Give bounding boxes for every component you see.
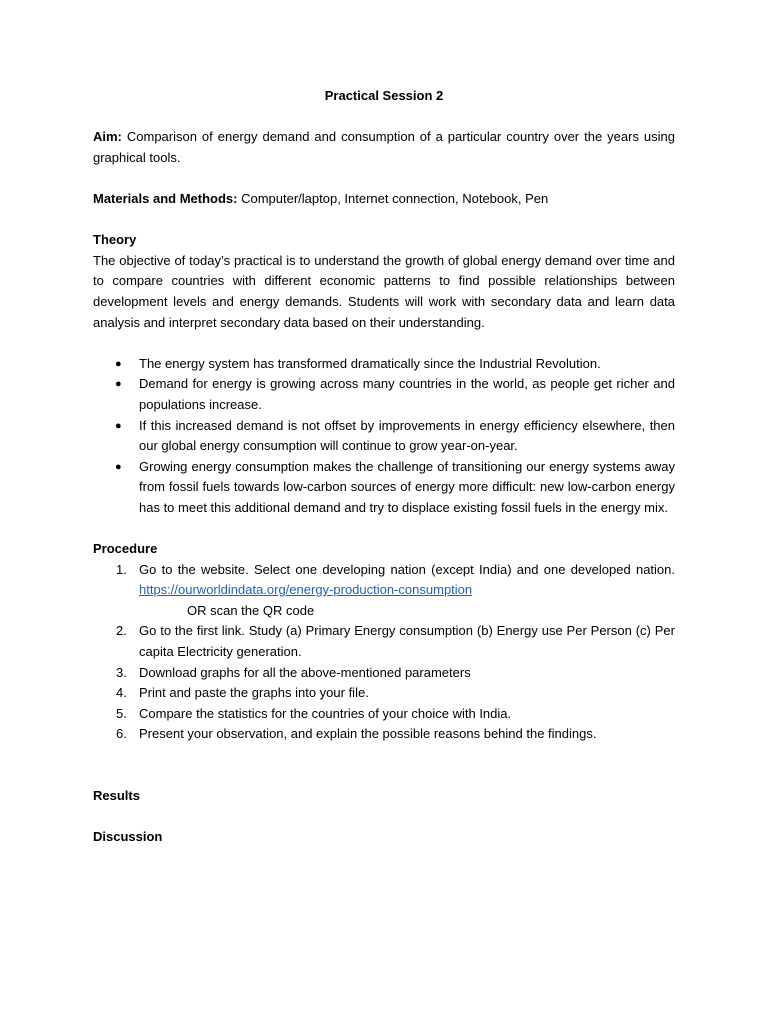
list-item: ● If this increased demand is not offset by improvements in energy efficiency elsewhere, then our global energy consumption will continue to grow year-on-year. — [115, 417, 675, 454]
page-title: Practical Session 2 — [324, 88, 444, 103]
step-number: 6. — [116, 726, 127, 742]
materials-label: Materials and Methods: — [93, 190, 238, 206]
list-item: ● Growing energy consumption makes the challenge of transitioning our energy systems away from fossil fuels towards low-carbon sources of energy more difficult: new low-carbon energy has to meet this additional demand and try to displace existing fossil fuels in the energy mix. — [115, 458, 675, 515]
step-number: 5. — [116, 705, 127, 721]
procedure-step: 3. Download graphs for all the above-mentioned parameters — [93, 663, 675, 684]
step-number: 3. — [116, 664, 127, 680]
bullet-icon: ● — [115, 378, 122, 391]
bullet-icon: ● — [115, 357, 122, 370]
website-link[interactable]: https://ourworldindata.org/energy-production-consumption — [139, 582, 473, 598]
document-page — [93, 86, 675, 848]
aim-paragraph — [93, 127, 675, 168]
step-number: 2. — [116, 623, 127, 639]
step-number: 4. — [116, 685, 127, 701]
results-heading: Results — [93, 788, 140, 804]
procedure-step: 1. Go to the website. Select one developing nation (except India) and one developed nation. https://ourworldindata.org/energy-production-consumption OR scan the QR code — [93, 560, 675, 622]
list-item: ● Demand for energy is growing across many countries in the world, as people get richer and populations increase. — [115, 376, 675, 412]
procedure-heading: Procedure — [93, 541, 158, 557]
list-item: ● The energy system has transformed dramatically since the Industrial Revolution. — [93, 354, 675, 375]
theory-bullet-list — [93, 354, 675, 519]
materials-paragraph — [93, 189, 675, 210]
procedure-step: 4. Print and paste the graphs into your file. — [93, 683, 675, 704]
theory-paragraph: The objective of today’s practical is to understand the growth of global energy demand over time and to compare countries with different economic patterns to find possible relationships between development levels and energy demands. Students will work with secondary data and learn data analysis and interpret secondary data based on their understanding. — [93, 252, 675, 330]
discussion-heading: Discussion — [93, 829, 163, 845]
theory-heading: Theory — [93, 232, 137, 248]
procedure-steps — [93, 560, 675, 745]
procedure-step: 6. Present your observation, and explain the possible reasons behind the findings. — [93, 724, 675, 745]
aim-text: Comparison of energy demand and consumption of a particular country over the years using graphical tools. — [93, 129, 675, 165]
qr-code-note: OR scan the QR code — [187, 602, 315, 618]
step-number: 1. — [116, 561, 127, 577]
procedure-step: 5. Compare the statistics for the countries of your choice with India. — [93, 704, 675, 725]
bullet-icon: ● — [115, 419, 122, 432]
bullet-icon: ● — [115, 460, 122, 473]
aim-label: Aim: — [93, 129, 122, 145]
materials-text: Computer/laptop, Internet connection, Notebook, Pen — [237, 190, 549, 206]
procedure-step: 2. Go to the first link. Study (a) Primary Energy consumption (b) Energy use Per Person (c) Per capita Electricity generation. — [116, 623, 675, 660]
